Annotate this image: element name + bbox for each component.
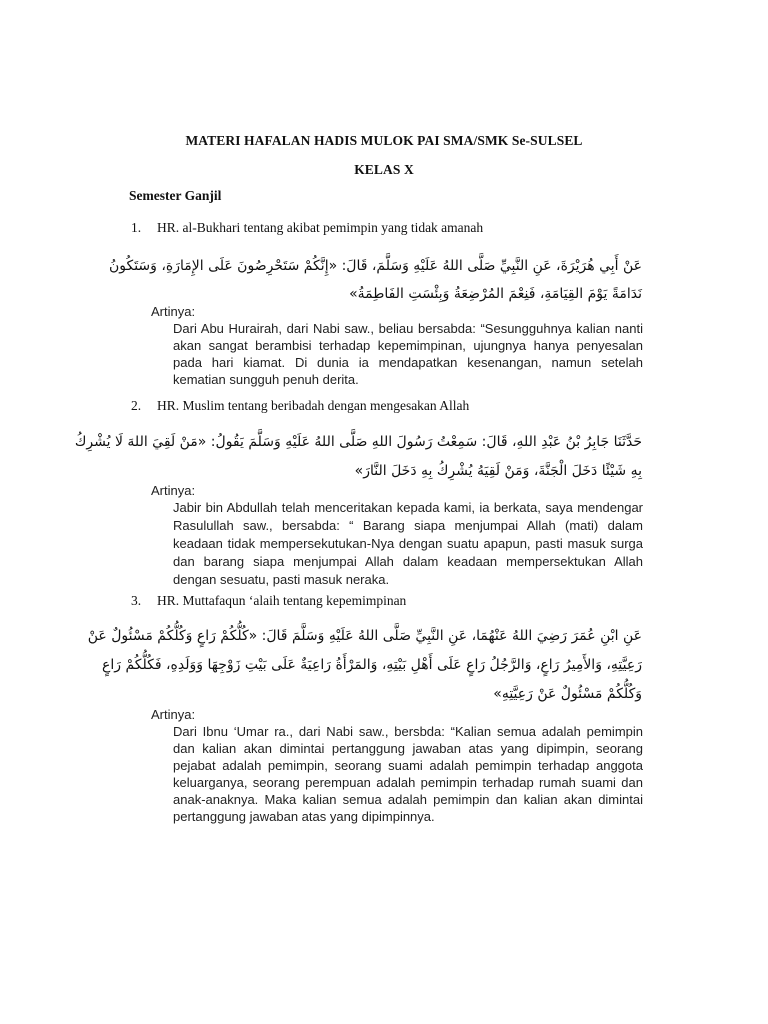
document-title: MATERI HAFALAN HADIS MULOK PAI SMA/SMK Se-SULSEL bbox=[185, 133, 583, 148]
translation-label: Artinya: bbox=[151, 304, 196, 319]
hadith-heading bbox=[131, 220, 483, 236]
arabic-text bbox=[87, 622, 642, 709]
hadith-title: HR. Muttafaqun ‘alaih tentang kepemimpinan bbox=[157, 593, 407, 608]
arabic-line: وَكُلُّكُمْ مَسْئُولٌ عَنْ رَعِيَّتِهِ» bbox=[493, 686, 642, 702]
class-level-title: KELAS X bbox=[354, 162, 414, 177]
arabic-text bbox=[74, 428, 642, 486]
translation-label: Artinya: bbox=[151, 707, 196, 722]
arabic-line: بِهِ شَيْئًا دَخَلَ الْجَنَّةَ، وَمَنْ لَقِيَهُ يُشْرِكُ بِهِ دَخَلَ النَّارَ» bbox=[354, 463, 642, 479]
translation-text: Dari Ibnu ‘Umar ra., dari Nabi saw., bersbda: “Kalian semua adalah pemimpin dan kalian akan dimintai pertanggung jawaban atas yang dipimpin, seorang pejabat adalah pemimpin, seorang suami adalah pemimpin terhadap anggota keluarganya, seorang perempuan adalah pemimpin terhadap rumah suami dan anak-anaknya. Maka kalian semua adalah pemimpin dan kalian akan dimintai pertanggung jawaban atas yang dipimpinnya. bbox=[173, 724, 643, 824]
translation-text: Jabir bin Abdullah telah menceritakan kepada kami, ia berkata, saya mendengar Rasulullah saw., bersabda: “ Barang siapa menjumpai Allah (mati) dalam keadaan tidak mempersekutukan-Nya dengan suatu apapun, pasti masuk surga dan barang siapa menjumpai Allah dalam keadaan mempersektukan Allah dengan sesuatu, pasti masuk neraka. bbox=[173, 500, 643, 587]
hadith-number: 1. bbox=[131, 220, 142, 235]
hadith-heading bbox=[131, 398, 469, 414]
arabic-line: عَنِ ابْنِ عُمَرَ رَضِيَ اللهُ عَنْهُمَا، عَنِ النَّبِيِّ صَلَّى اللهُ عَلَيْهِ وَسَلَّمَ قَالَ: «كُلُّكُمْ رَاعٍ وَكُلُّكُمْ مَسْئُولٌ عَنْ bbox=[87, 628, 642, 644]
arabic-line: حَدَّثَنَا جَابِرُ بْنُ عَبْدِ اللهِ، قَالَ: سَمِعْتُ رَسُولَ اللهِ صَلَّى اللهُ عَلَيْهِ وَسَلَّمَ يَقُولُ: «مَنْ لَقِيَ اللهَ لَا يُشْرِكُ bbox=[74, 434, 642, 450]
semester-heading: Semester Ganjil bbox=[129, 188, 222, 203]
translation-label: Artinya: bbox=[151, 483, 196, 498]
arabic-line: نَدَامَةً يَوْمَ القِيَامَةِ، فَنِعْمَ المُرْضِعَةُ وَبِئْسَتِ الفَاطِمَةُ» bbox=[349, 286, 642, 302]
arabic-text bbox=[108, 252, 642, 308]
arabic-line: رَعِيَّتِهِ، وَالأَمِيرُ رَاعٍ، وَالرَّجُلُ رَاعٍ عَلَى أَهْلِ بَيْتِهِ، وَالمَرْأَةُ رَاعِيَةٌ عَلَى بَيْتِ زَوْجِهَا وَوَلَدِهِ، فَكُلُّكُمْ رَاعٍ bbox=[102, 657, 642, 673]
arabic-line: عَنْ أَبِي هُرَيْرَةَ، عَنِ النَّبِيِّ صَلَّى اللهُ عَلَيْهِ وَسَلَّمَ، قَالَ: «إِنَّكُمْ سَتَحْرِصُونَ عَلَى الإِمَارَةِ، وَسَتَكُونُ bbox=[108, 258, 642, 274]
hadith-number: 3. bbox=[131, 593, 142, 608]
hadith-number: 2. bbox=[131, 398, 142, 413]
hadith-heading bbox=[131, 593, 406, 609]
hadith-title: HR. al-Bukhari tentang akibat pemimpin yang tidak amanah bbox=[157, 220, 484, 235]
hadith-title: HR. Muslim tentang beribadah dengan mengesakan Allah bbox=[157, 398, 470, 413]
translation-text: Dari Abu Hurairah, dari Nabi saw., beliau bersabda: “Sesungguhnya kalian nanti akan sangat berambisi terhadap kepemimpinan, ujungnya hanya penyesalan pada hari kiamat. Di dunia ia mendapatkan kesenangan, namun setelah kematian sungguh penuh derita. bbox=[173, 321, 643, 387]
